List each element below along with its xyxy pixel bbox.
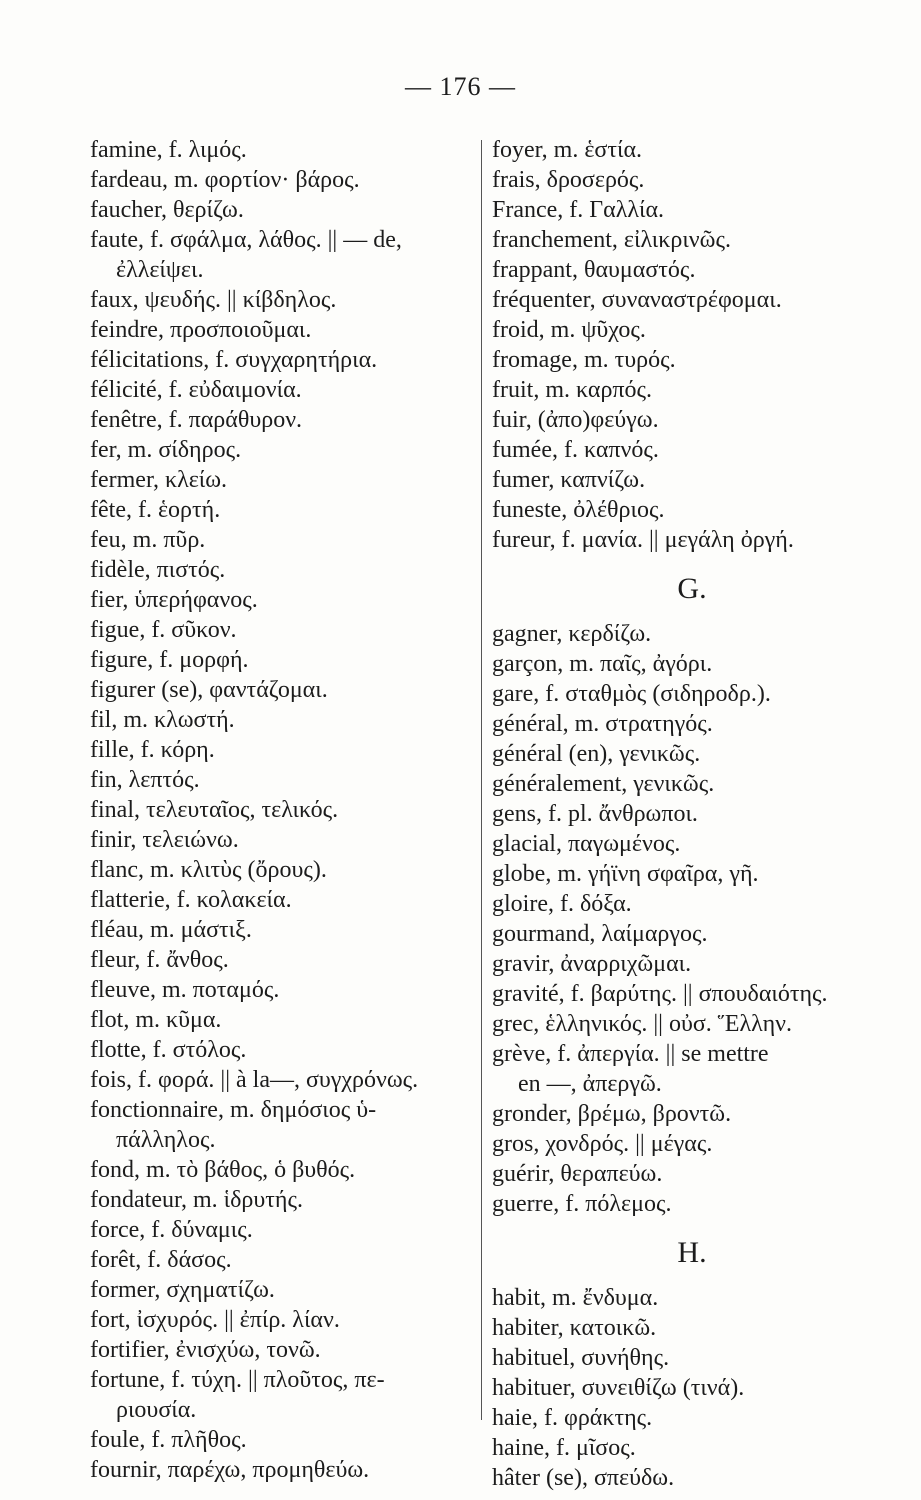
dictionary-entry: fardeau, m. φορτίον· βάρος. <box>90 167 360 193</box>
dictionary-entry: foule, f. πλῆθος. <box>90 1427 247 1453</box>
dictionary-entry: fil, m. κλωστή. <box>90 707 235 733</box>
dictionary-entry: guérir, θεραπεύω. <box>492 1161 663 1187</box>
dictionary-entry: feindre, προσποιοῦμαι. <box>90 317 312 343</box>
entry-continuation: ἐλλείψει. <box>116 257 204 283</box>
dictionary-entry: gravir, ἀναρριχῶμαι. <box>492 951 692 977</box>
dictionary-entry: félicitations, f. συγχαρητήρια. <box>90 347 378 373</box>
dictionary-entry: fondateur, m. ἱδρυτής. <box>90 1187 303 1213</box>
dictionary-entry: fonctionnaire, m. δημόσιος ὑ- <box>90 1097 377 1123</box>
dictionary-entry: habituer, συνειθίζω (τινά). <box>492 1375 745 1401</box>
dictionary-entry: finir, τελειώνω. <box>90 827 239 853</box>
section-letter-h: H. <box>677 1236 707 1269</box>
dictionary-entry: généralement, γενικῶς. <box>492 771 715 797</box>
section-letter-g: G. <box>677 572 707 605</box>
dictionary-entry: flotte, f. στόλος. <box>90 1037 247 1063</box>
dictionary-entry: haie, f. φράκτης. <box>492 1405 653 1431</box>
dictionary-entry: guerre, f. πόλεμος. <box>492 1191 672 1217</box>
dictionary-entry: fer, m. σίδηρος. <box>90 437 242 463</box>
dictionary-entry: flatterie, f. κολακεία. <box>90 887 292 913</box>
dictionary-entry: gloire, f. δόξα. <box>492 891 632 917</box>
dictionary-entry: garçon, m. παῖς, ἀγόρι. <box>492 651 713 677</box>
dictionary-entry: final, τελευταῖος, τελικός. <box>90 797 339 823</box>
dictionary-entry: fermer, κλείω. <box>90 467 228 493</box>
dictionary-entry: France, f. Γαλλία. <box>492 197 665 223</box>
dictionary-entry: fenêtre, f. παράθυρον. <box>90 407 303 433</box>
dictionary-entry: faute, f. σφάλμα, λάθος. || — de, <box>90 227 402 253</box>
dictionary-entry: frais, δροσερός. <box>492 167 645 193</box>
dictionary-entry: fond, m. τὸ βάθος, ὁ βυθός. <box>90 1157 356 1183</box>
dictionary-entry: figue, f. σῦκον. <box>90 617 237 643</box>
dictionary-entry: félicité, f. εὐδαιμονία. <box>90 377 302 403</box>
dictionary-entry: globe, m. γήϊνη σφαῖρα, γῆ. <box>492 861 759 887</box>
dictionary-entry: fleuve, m. ποταμός. <box>90 977 280 1003</box>
dictionary-entry: fournir, παρέχω, προμηθεύω. <box>90 1457 370 1483</box>
dictionary-entry: fier, ὑπερήφανος. <box>90 587 258 613</box>
dictionary-entry: fête, f. ἑορτή. <box>90 497 221 523</box>
dictionary-entry: faucher, θερίζω. <box>90 197 244 223</box>
dictionary-entry: habit, m. ἔνδυμα. <box>492 1285 659 1311</box>
dictionary-entry: forêt, f. δάσος. <box>90 1247 232 1273</box>
entry-continuation: en —, ἀπεργῶ. <box>518 1071 662 1097</box>
dictionary-entry: gare, f. σταθμὸς (σιδηροδρ.). <box>492 681 771 707</box>
dictionary-entry: haine, f. μῖσος. <box>492 1435 636 1461</box>
dictionary-entry: figure, f. μορφή. <box>90 647 249 673</box>
dictionary-entry: fromage, m. τυρός. <box>492 347 676 373</box>
dictionary-entry: gronder, βρέμω, βροντῶ. <box>492 1101 732 1127</box>
dictionary-entry: glacial, παγωμένος. <box>492 831 681 857</box>
dictionary-entry: hâter (se), σπεύδω. <box>492 1465 675 1491</box>
dictionary-entry: fille, f. κόρη. <box>90 737 215 763</box>
entries-f-continued <box>492 135 892 555</box>
dictionary-entry: fleur, f. ἄνθος. <box>90 947 229 973</box>
dictionary-entry: famine, f. λιμός. <box>90 137 247 163</box>
dictionary-entry: funeste, ὀλέθριος. <box>492 497 665 523</box>
dictionary-entry: grève, f. ἀπεργία. || se mettre <box>492 1041 769 1067</box>
dictionary-entry: fort, ἰσχυρός. || ἐπίρ. λίαν. <box>90 1307 340 1333</box>
dictionary-entry: franchement, εἰλικρινῶς. <box>492 227 731 253</box>
entry-continuation: πάλληλος. <box>116 1127 216 1153</box>
dictionary-entry: fumée, f. καπνός. <box>492 437 659 463</box>
dictionary-entry: général (en), γενικῶς. <box>492 741 701 767</box>
dictionary-entry: frappant, θαυμαστός. <box>492 257 696 283</box>
dictionary-entry: gagner, κερδίζω. <box>492 621 652 647</box>
entries-g <box>492 619 892 1219</box>
dictionary-entry: fréquenter, συναναστρέφομαι. <box>492 287 782 313</box>
column-divider <box>481 140 482 1420</box>
dictionary-entry: grec, ἑλληνικός. || οὐσ. Ἕλλην. <box>492 1011 792 1037</box>
dictionary-entry: habituel, συνήθης. <box>492 1345 670 1371</box>
dictionary-entry: gros, χονδρός. || μέγας. <box>492 1131 713 1157</box>
dictionary-entry: gens, f. pl. ἄνθρωποι. <box>492 801 698 827</box>
dictionary-entry: fortifier, ἐνισχύω, τονῶ. <box>90 1337 321 1363</box>
dictionary-entry: fin, λεπτός. <box>90 767 200 793</box>
dictionary-entry: fidèle, πιστός. <box>90 557 226 583</box>
dictionary-entry: froid, m. ψῦχος. <box>492 317 646 343</box>
dictionary-entry: fuir, (ἀπο)φεύγω. <box>492 407 659 433</box>
dictionary-entry: fortune, f. τύχη. || πλοῦτος, πε- <box>90 1367 385 1393</box>
dictionary-entry: feu, m. πῦρ. <box>90 527 206 553</box>
entries-h <box>492 1283 892 1493</box>
page-number: — 176 — <box>405 72 516 101</box>
dictionary-entry: général, m. στρατηγός. <box>492 711 713 737</box>
dictionary-entry: former, σχηματίζω. <box>90 1277 275 1303</box>
dictionary-entry: fruit, m. καρπός. <box>492 377 653 403</box>
dictionary-entry: gourmand, λαίμαργος. <box>492 921 708 947</box>
dictionary-entry: fureur, f. μανία. || μεγάλη ὀργή. <box>492 527 794 553</box>
entry-continuation: ριουσία. <box>116 1397 197 1423</box>
dictionary-entry: force, f. δύναμις. <box>90 1217 253 1243</box>
dictionary-entry: fumer, καπνίζω. <box>492 467 646 493</box>
dictionary-entry: habiter, κατοικῶ. <box>492 1315 657 1341</box>
right-column <box>492 135 892 1493</box>
dictionary-entry: foyer, m. ἑστία. <box>492 137 643 163</box>
dictionary-entry: gravité, f. βαρύτης. || σπουδαιότης. <box>492 981 828 1007</box>
dictionary-entry: fois, f. φορά. || à la—, συγχρόνως. <box>90 1067 419 1093</box>
dictionary-entry: faux, ψευδής. || κίβδηλος. <box>90 287 337 313</box>
dictionary-entry: flot, m. κῦμα. <box>90 1007 222 1033</box>
dictionary-entry: flanc, m. κλιτὺς (ὄρους). <box>90 857 327 883</box>
dictionary-entry: figurer (se), φαντάζομαι. <box>90 677 328 703</box>
dictionary-entry: fléau, m. μάστιξ. <box>90 917 252 943</box>
left-column <box>90 135 468 1485</box>
